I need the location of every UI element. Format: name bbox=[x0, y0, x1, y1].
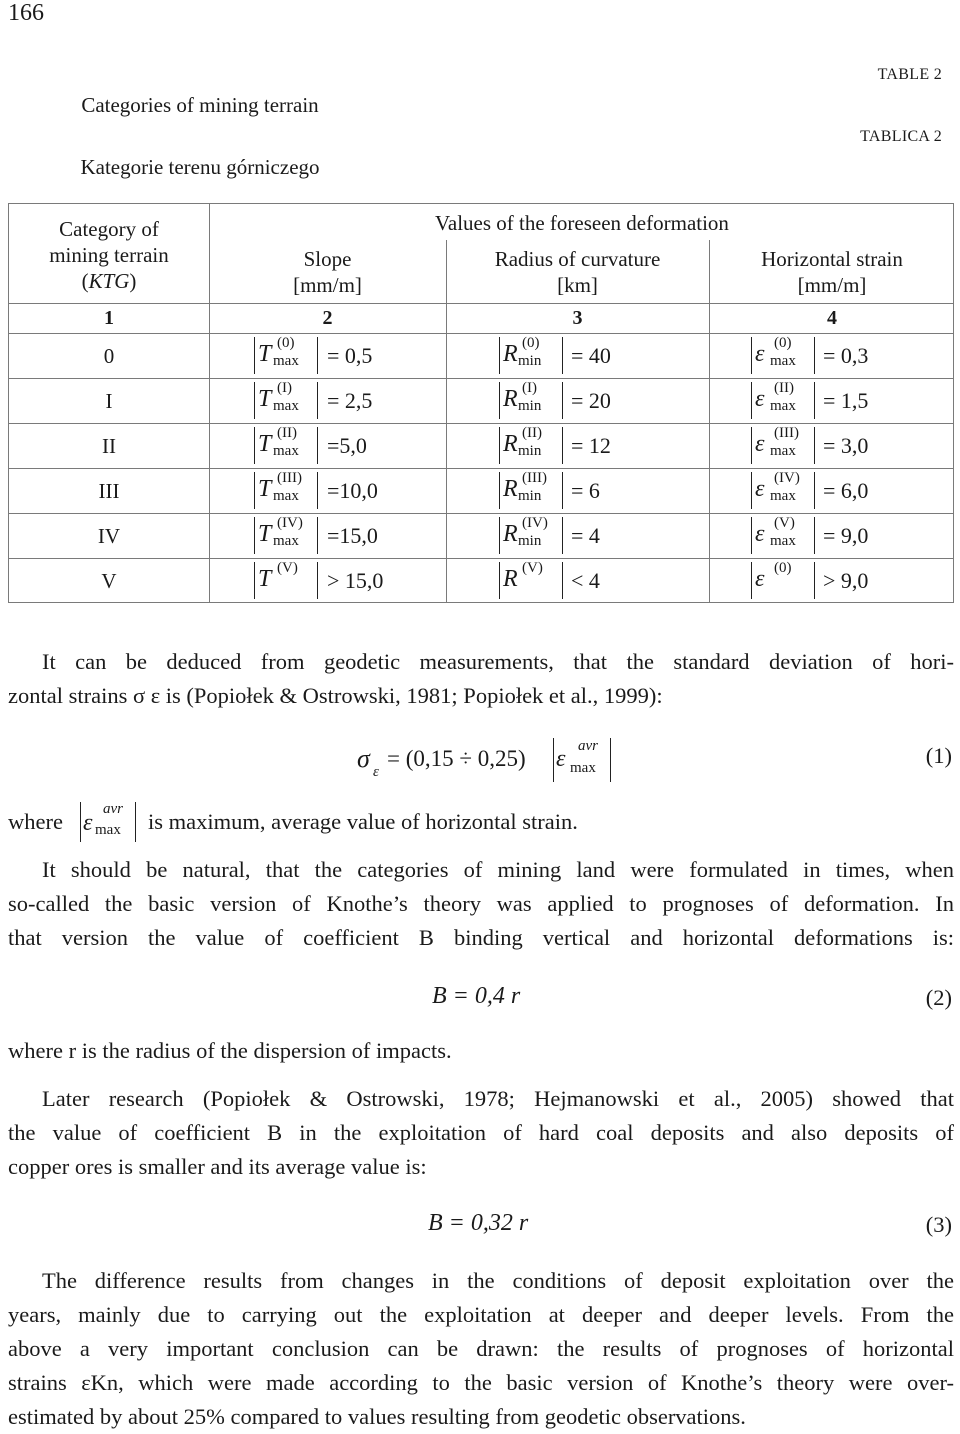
t-symbol: T bbox=[258, 476, 272, 502]
t-value: =15,0 bbox=[327, 523, 378, 548]
text-line: the value of coefficient B in the exploitation of hard coal deposits and also deposits of bbox=[8, 1120, 954, 1145]
t-value: > 15,0 bbox=[327, 568, 384, 593]
r-symbol: R bbox=[503, 566, 518, 592]
r-value: = 4 bbox=[571, 523, 600, 548]
t-symbol: T bbox=[258, 341, 272, 367]
t-symbol: T bbox=[258, 386, 272, 412]
e-subscript: max bbox=[770, 533, 796, 549]
r-symbol: R bbox=[503, 476, 518, 502]
t-symbol: T bbox=[258, 566, 272, 592]
text-line: copper ores is smaller and its average value is: bbox=[8, 1154, 427, 1179]
t-abs-bars bbox=[254, 337, 318, 374]
ktg-abbrev: KTG bbox=[88, 269, 130, 293]
t-superscript: (II) bbox=[277, 425, 297, 441]
table-label-pl: TABLICA 2 bbox=[860, 128, 942, 145]
e-symbol: ε bbox=[755, 386, 765, 412]
text-line: that version the value of coefficient B binding vertical and horizontal deformations is: bbox=[8, 925, 954, 950]
table-hline bbox=[9, 513, 953, 514]
epsilon-symbol: ε bbox=[83, 810, 93, 836]
e-superscript: (0) bbox=[774, 335, 792, 351]
t-abs-bars bbox=[254, 562, 318, 599]
column-number: 2 bbox=[322, 307, 333, 329]
t-superscript: (0) bbox=[277, 335, 295, 351]
r-value: = 20 bbox=[571, 388, 611, 413]
header-line: [km] bbox=[557, 273, 598, 297]
r-subscript: min bbox=[518, 488, 542, 504]
equation-1-number: (1) bbox=[925, 743, 952, 768]
e-superscript: (V) bbox=[774, 515, 795, 531]
t-superscript: (V) bbox=[277, 560, 298, 576]
e-abs-bars bbox=[751, 472, 815, 509]
e-superscript: (0) bbox=[774, 560, 792, 576]
table-label-en: TABLE 2 bbox=[877, 66, 942, 83]
t-value: =5,0 bbox=[327, 433, 367, 458]
equation-3-number: (3) bbox=[925, 1212, 952, 1237]
e-abs-bars bbox=[751, 517, 815, 554]
t-subscript: max bbox=[273, 398, 299, 414]
text-line: It should be natural, that the categories of mining land were formulated in times, when bbox=[42, 857, 954, 882]
text-line: estimated by about 25% compared to values resulting from geodetic observations. bbox=[8, 1404, 746, 1429]
r-value: < 4 bbox=[571, 568, 600, 593]
table-hline bbox=[9, 378, 953, 379]
r-superscript: (I) bbox=[522, 380, 537, 396]
r-subscript: min bbox=[518, 443, 542, 459]
r-abs-bars bbox=[499, 562, 563, 599]
column-number: 3 bbox=[572, 307, 583, 329]
t-superscript: (III) bbox=[277, 470, 302, 486]
eps-sub: max bbox=[95, 822, 121, 838]
e-abs-bars bbox=[751, 427, 815, 464]
e-value: = 9,0 bbox=[823, 523, 869, 548]
r-subscript: min bbox=[518, 398, 542, 414]
e-superscript: (II) bbox=[774, 380, 794, 396]
header-line: Horizontal strain bbox=[761, 247, 903, 271]
text-line: The difference results from changes in the conditions of deposit exploitation over the bbox=[42, 1268, 954, 1293]
table-caption-pl: Kategorie terenu górniczego bbox=[80, 155, 320, 179]
t-subscript: max bbox=[273, 533, 299, 549]
category-cell: 0 bbox=[103, 344, 115, 368]
column-number: 4 bbox=[827, 307, 837, 329]
r-abs-bars bbox=[499, 382, 563, 419]
header-line: Slope bbox=[303, 247, 352, 271]
epsilon-symbol: ε bbox=[556, 746, 566, 772]
r-symbol: R bbox=[503, 386, 518, 412]
table-caption-en: Categories of mining terrain bbox=[81, 93, 319, 117]
r-symbol: R bbox=[503, 521, 518, 547]
r-value: = 40 bbox=[571, 343, 611, 368]
paragraph-1 bbox=[8, 645, 954, 713]
category-cell: II bbox=[102, 434, 116, 458]
e-symbol: ε bbox=[755, 431, 765, 457]
e-subscript: max bbox=[770, 398, 796, 414]
eps-sup: avr bbox=[578, 738, 598, 754]
abs-bars bbox=[553, 738, 611, 782]
t-value: =10,0 bbox=[327, 478, 378, 503]
e-value: = 1,5 bbox=[823, 388, 869, 413]
t-symbol: T bbox=[258, 431, 272, 457]
t-symbol: T bbox=[258, 521, 272, 547]
sigma-subscript: ε bbox=[373, 764, 379, 780]
text-line: above a very important conclusion can be drawn: the results of prognoses of horizontal bbox=[8, 1336, 954, 1361]
r-abs-bars bbox=[499, 427, 563, 464]
r-symbol: R bbox=[503, 431, 518, 457]
eps-sup: avr bbox=[103, 801, 123, 817]
e-value: = 0,3 bbox=[823, 343, 869, 368]
where-line-1 bbox=[8, 802, 908, 846]
e-abs-bars bbox=[751, 382, 815, 419]
where-text: is maximum, average value of horizontal strain. bbox=[148, 809, 578, 834]
header-radius bbox=[446, 246, 709, 298]
e-abs-bars bbox=[751, 562, 815, 599]
table-hline bbox=[9, 468, 953, 469]
r-superscript: (III) bbox=[522, 470, 547, 486]
text-line: where r is the radius of the dispersion of impacts. bbox=[8, 1038, 452, 1063]
t-value: = 2,5 bbox=[327, 388, 373, 413]
header-category bbox=[9, 216, 209, 294]
equation-2-number: (2) bbox=[925, 985, 952, 1010]
header-category-line: Category of bbox=[59, 217, 159, 241]
sigma-symbol: σ bbox=[357, 744, 370, 773]
e-subscript: max bbox=[770, 353, 796, 369]
r-abs-bars bbox=[499, 472, 563, 509]
t-subscript: max bbox=[273, 443, 299, 459]
table-hline bbox=[9, 303, 953, 304]
r-superscript: (0) bbox=[522, 335, 540, 351]
category-cell: III bbox=[98, 479, 120, 503]
e-superscript: (III) bbox=[774, 425, 799, 441]
text-line: so-called the basic version of Knothe’s theory was applied to prognoses of deformation. In bbox=[8, 891, 954, 916]
text-line: zontal strains σ ε is (Popiołek & Ostrowski, 1981; Popiołek et al., 1999): bbox=[8, 683, 663, 708]
t-subscript: max bbox=[273, 353, 299, 369]
table-hline bbox=[9, 333, 953, 334]
e-value: = 3,0 bbox=[823, 433, 869, 458]
header-line: Radius of curvature bbox=[494, 247, 661, 271]
category-cell: IV bbox=[97, 524, 121, 548]
t-superscript: (I) bbox=[277, 380, 292, 396]
e-symbol: ε bbox=[755, 566, 765, 592]
r-subscript: min bbox=[518, 353, 542, 369]
e-symbol: ε bbox=[755, 341, 765, 367]
text-line: strains εKn, which were made according to the basic version of Knothe’s theory were over- bbox=[8, 1370, 954, 1395]
r-symbol: R bbox=[503, 341, 518, 367]
paragraph-2 bbox=[8, 853, 954, 955]
where-line-2 bbox=[8, 1034, 954, 1068]
r-superscript: (V) bbox=[522, 560, 543, 576]
r-abs-bars bbox=[499, 337, 563, 374]
equation-2: B = 0,4 r bbox=[432, 983, 521, 1009]
t-abs-bars bbox=[254, 427, 318, 464]
header-category-line: mining terrain bbox=[49, 243, 169, 267]
column-number: 1 bbox=[104, 307, 114, 329]
category-cell: V bbox=[101, 569, 117, 593]
header-line: [mm/m] bbox=[797, 273, 867, 297]
text-line: years, mainly due to carrying out the exploitation at deeper and deeper levels. From the bbox=[8, 1302, 954, 1327]
t-abs-bars bbox=[254, 472, 318, 509]
header-slope bbox=[209, 246, 446, 298]
equation-3: B = 0,32 r bbox=[428, 1210, 529, 1236]
r-value: = 12 bbox=[571, 433, 611, 458]
header-category-ktg: (KTG) bbox=[81, 269, 137, 293]
where-word: where bbox=[8, 809, 63, 834]
header-values: Values of the foreseen deformation bbox=[435, 211, 729, 235]
header-horizontal-strain bbox=[709, 246, 955, 298]
table-hline bbox=[9, 423, 953, 424]
header-line: [mm/m] bbox=[293, 273, 362, 297]
r-subscript: min bbox=[518, 533, 542, 549]
eps-sub: max bbox=[570, 760, 596, 776]
t-superscript: (IV) bbox=[277, 515, 303, 531]
t-abs-bars bbox=[254, 382, 318, 419]
text-line: Later research (Popiołek & Ostrowski, 1978; Hejmanowski et al., 2005) showed that bbox=[42, 1086, 954, 1111]
t-subscript: max bbox=[273, 488, 299, 504]
equation-1 bbox=[357, 738, 657, 788]
t-value: = 0,5 bbox=[327, 343, 373, 368]
page-number: 166 bbox=[8, 0, 44, 26]
e-superscript: (IV) bbox=[774, 470, 800, 486]
e-value: > 9,0 bbox=[823, 568, 869, 593]
table-hline bbox=[9, 558, 953, 559]
r-superscript: (II) bbox=[522, 425, 542, 441]
paragraph-3 bbox=[8, 1082, 954, 1184]
e-subscript: max bbox=[770, 443, 796, 459]
deformation-table bbox=[8, 203, 954, 603]
text-line: It can be deduced from geodetic measurements, that the standard deviation of hori- bbox=[42, 649, 954, 674]
e-subscript: max bbox=[770, 488, 796, 504]
e-symbol: ε bbox=[755, 521, 765, 547]
e-symbol: ε bbox=[755, 476, 765, 502]
equation-1-middle: = (0,15 ÷ 0,25) bbox=[387, 746, 526, 771]
r-value: = 6 bbox=[571, 478, 600, 503]
r-superscript: (IV) bbox=[522, 515, 548, 531]
e-value: = 6,0 bbox=[823, 478, 869, 503]
category-cell: I bbox=[105, 389, 113, 413]
abs-bars bbox=[80, 802, 136, 842]
t-abs-bars bbox=[254, 517, 318, 554]
r-abs-bars bbox=[499, 517, 563, 554]
paragraph-4 bbox=[8, 1264, 954, 1434]
e-abs-bars bbox=[751, 337, 815, 374]
